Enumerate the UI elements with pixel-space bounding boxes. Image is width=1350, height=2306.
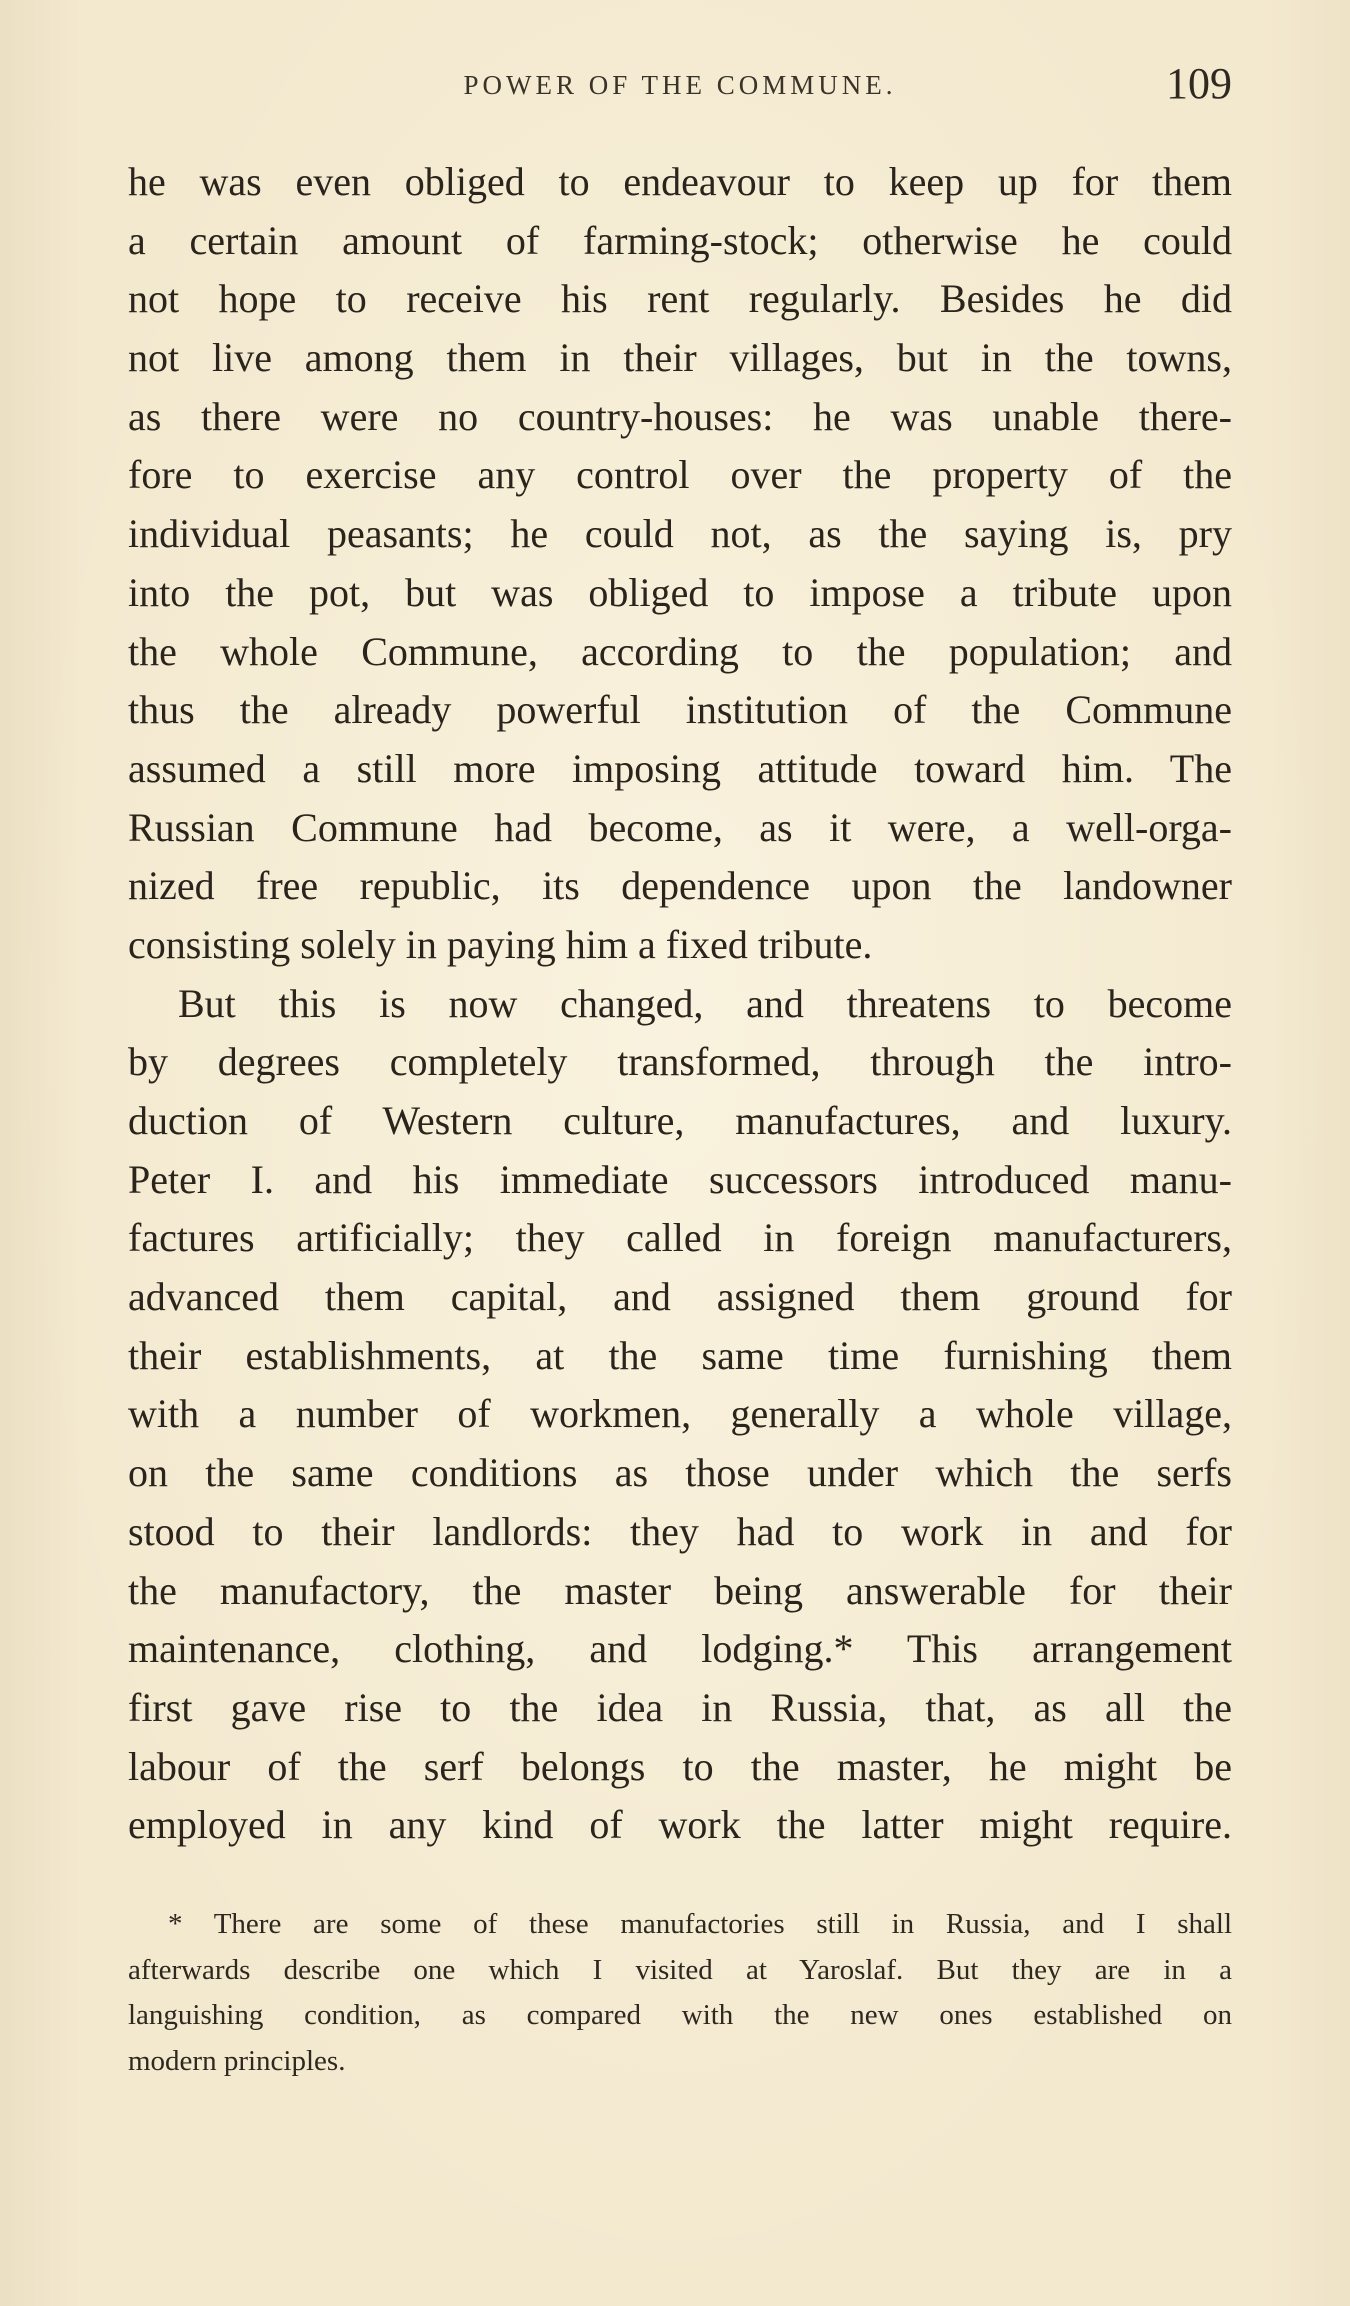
running-head-title: POWER OF THE COMMUNE. (463, 70, 897, 100)
footnote-line: modern principles. (128, 2044, 346, 2077)
text-line: duction of Western culture, manufactures, and luxury. (128, 1098, 1232, 1143)
footnote-line: * There are some of these manufactories still in Russia, and I shall (168, 1908, 1232, 1940)
paragraph-first-line: But this is now changed, and threatens to become (178, 980, 1232, 1026)
body-text (128, 153, 1232, 1855)
text-line: into the pot, but was obliged to impose a tribute upon (128, 569, 1232, 615)
text-line: Russian Commune had become, as it were, a well-orga- (128, 804, 1232, 850)
text-line: the whole Commune, according to the population; and (128, 628, 1232, 674)
text-line: with a number of workmen, generally a whole village, (128, 1391, 1232, 1437)
text-line: Peter I. and his immediate successors introduced manu- (128, 1156, 1232, 1202)
text-line: not hope to receive his rent regularly. Besides he did (128, 276, 1232, 322)
running-head (128, 58, 1232, 108)
text-line: their establishments, at the same time furnishing them (128, 1332, 1232, 1378)
text-line: thus the already powerful institution of the Commune (128, 687, 1232, 733)
footnote-line: afterwards describe one which I visited at Yaroslaf. But they are in a (128, 1953, 1232, 1986)
text-line: labour of the serf belongs to the master, he might be (128, 1743, 1232, 1789)
text-line: he was even obliged to endeavour to keep up for them (128, 159, 1232, 204)
text-line: fore to exercise any control over the property of the (128, 452, 1232, 498)
text-line: a certain amount of farming-stock; otherwise he could (128, 217, 1232, 263)
text-line: first gave rise to the idea in Russia, that, as all the (128, 1684, 1232, 1730)
text-line: maintenance, clothing, and lodging.* This arrangement (128, 1626, 1232, 1672)
text-line: the manufactory, the master being answerable for their (128, 1567, 1232, 1613)
text-line: as there were no country-houses: he was unable there- (128, 393, 1232, 439)
text-line: nized free republic, its dependence upon the landowner (128, 863, 1232, 909)
text-line: employed in any kind of work the latter might require. (128, 1802, 1232, 1848)
page-number: 109 (1166, 59, 1232, 108)
text-line: by degrees completely transformed, through the intro- (128, 1039, 1232, 1085)
text-line: on the same conditions as those under which the serfs (128, 1450, 1232, 1496)
text-line: consisting solely in paying him a fixed tribute. (128, 921, 873, 967)
text-line: not live among them in their villages, but in the towns, (128, 335, 1232, 381)
text-line: stood to their landlords: they had to work in and for (128, 1508, 1232, 1554)
text-line: individual peasants; he could not, as the saying is, pry (128, 511, 1232, 557)
footnote (128, 1902, 1232, 2084)
text-line: factures artificially; they called in foreign manufacturers, (128, 1215, 1232, 1261)
footnote-line: languishing condition, as compared with the new ones established on (128, 1999, 1232, 2031)
text-line: advanced them capital, and assigned them ground for (128, 1274, 1232, 1320)
text-line: assumed a still more imposing attitude toward him. The (128, 745, 1232, 791)
